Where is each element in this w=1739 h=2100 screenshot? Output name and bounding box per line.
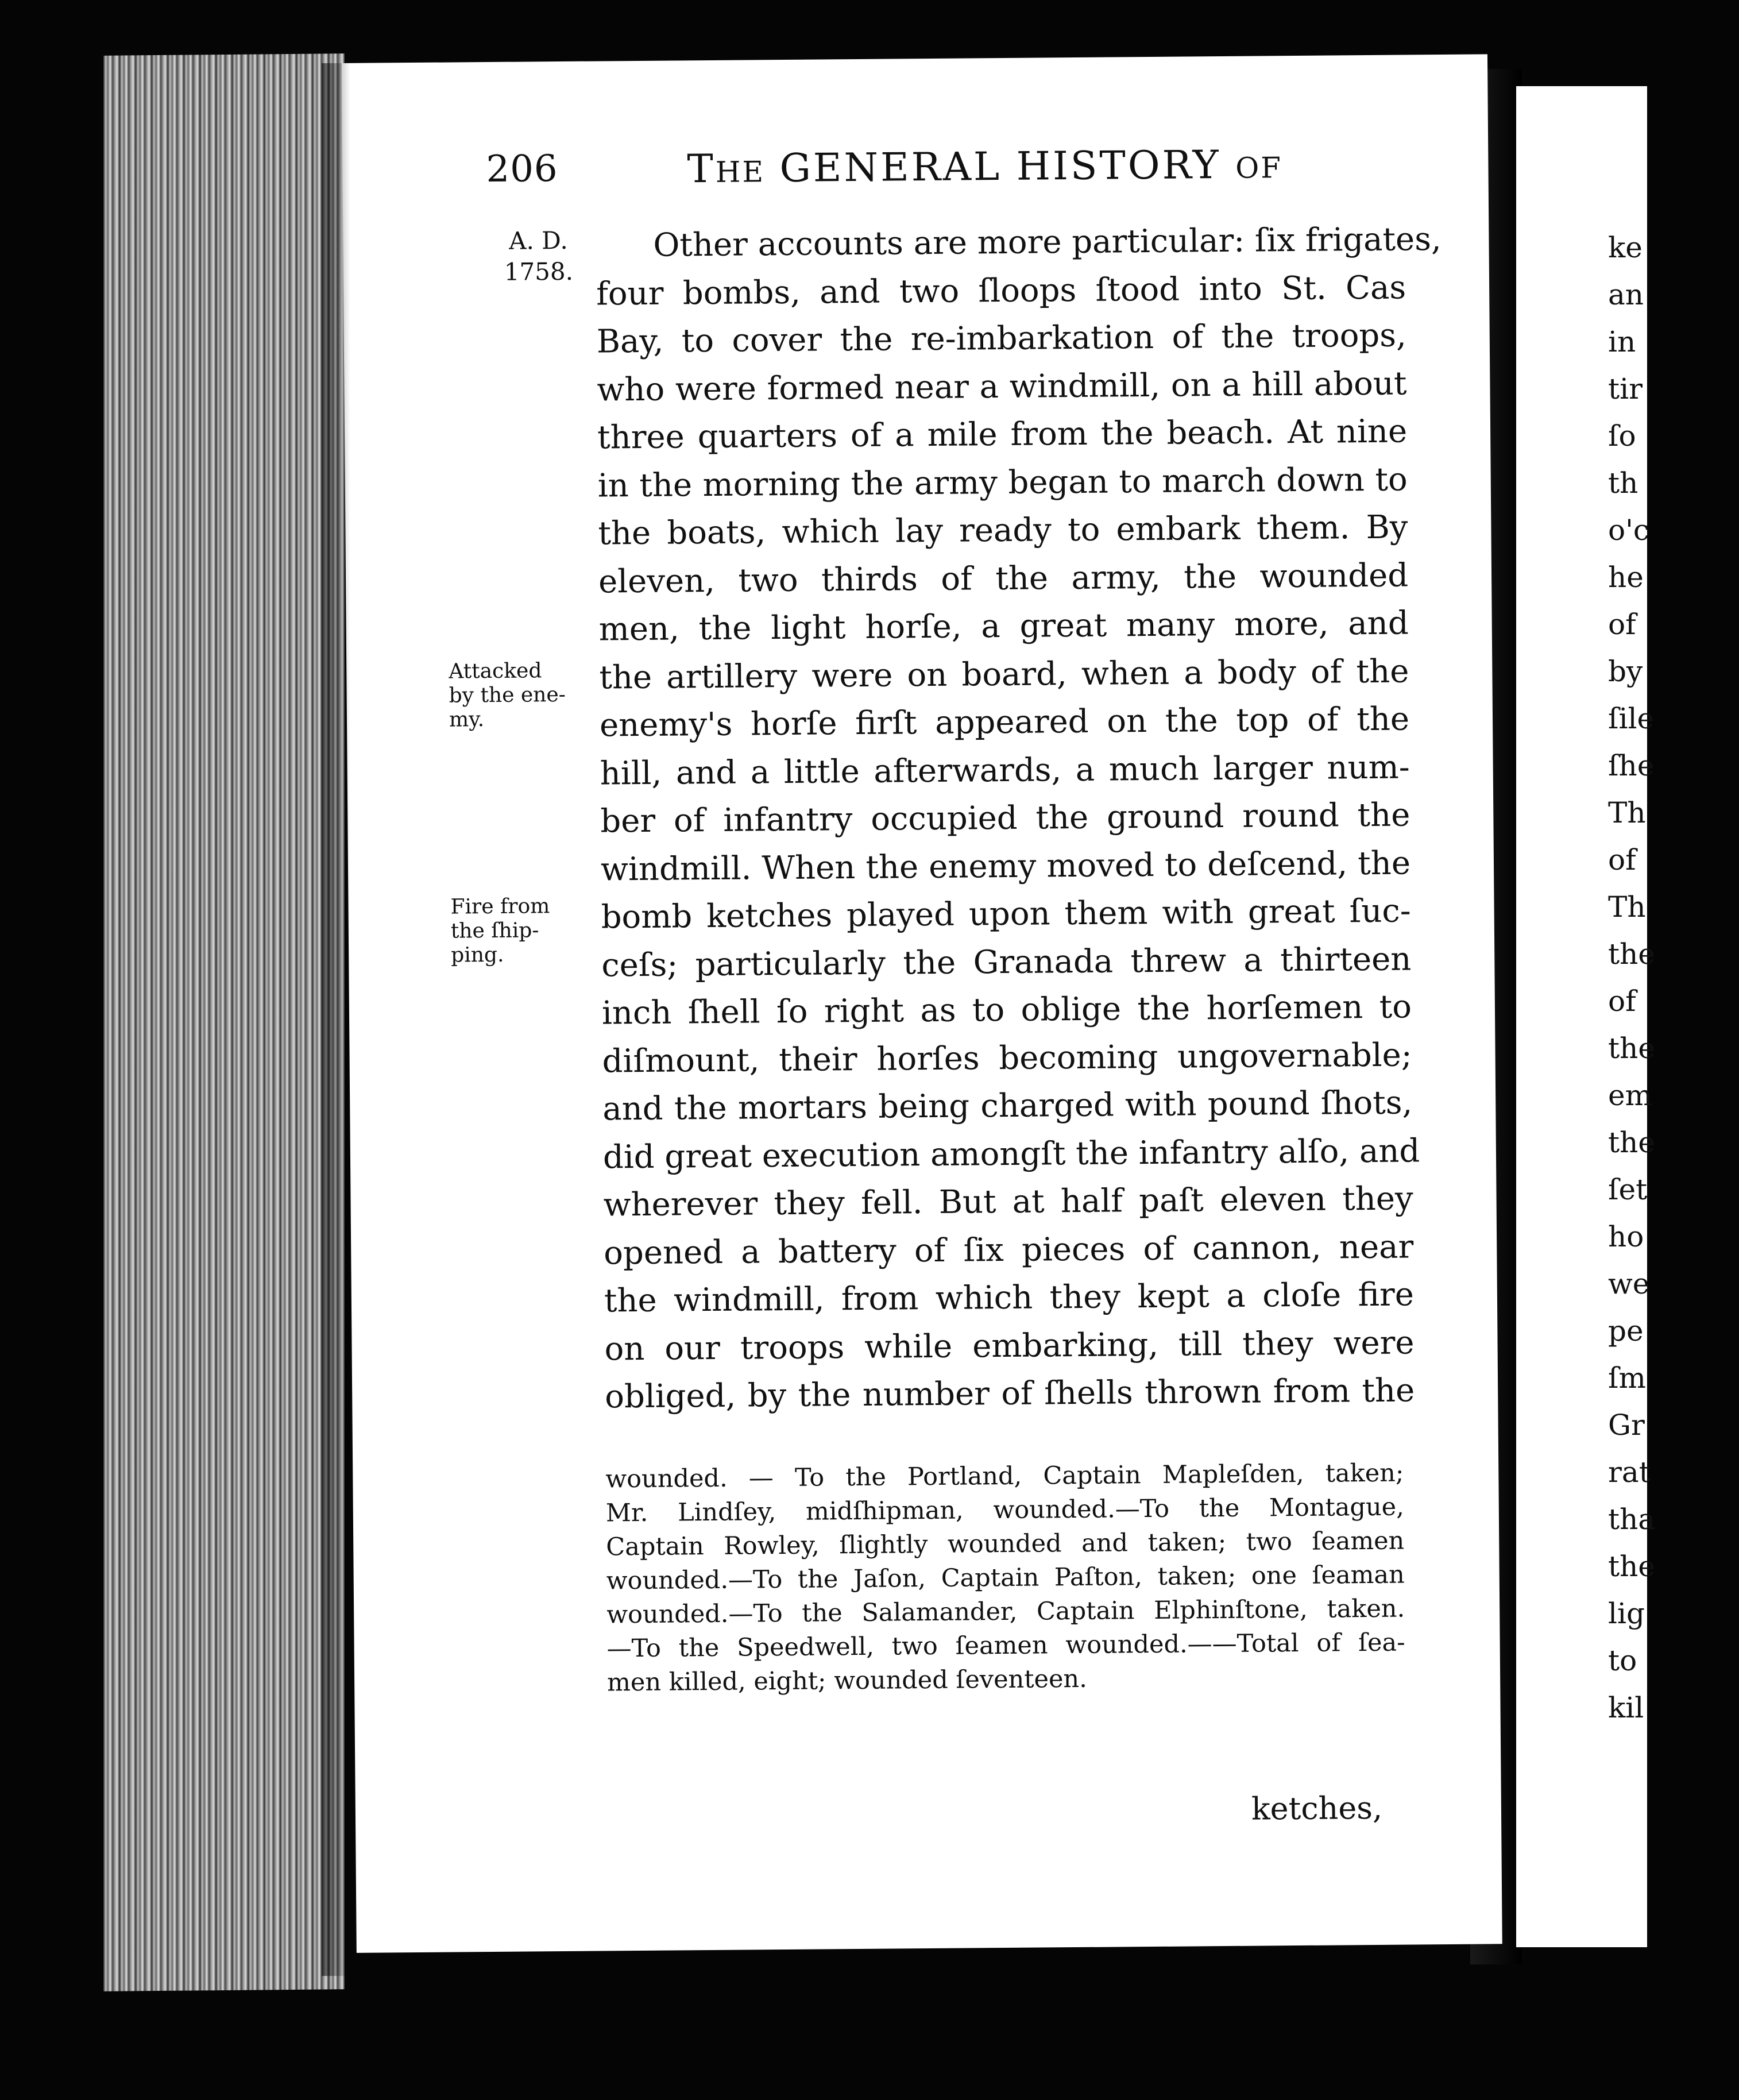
facing-page-fragment: rat: [1608, 1456, 1651, 1489]
facing-page-fragment: to: [1608, 1644, 1637, 1677]
facing-page-fragment: the: [1608, 1032, 1655, 1065]
body-line: and the mortars being charged with pound ſhots,: [602, 1084, 1413, 1128]
body-line: the windmill, from which they kept a cloſe fire: [604, 1276, 1415, 1320]
facing-page-fragment: the: [1608, 1126, 1655, 1159]
footnote-line: wounded.—To the Jaſon, Captain Paſton, taken; one ſeaman: [606, 1560, 1405, 1596]
footnote-line: Captain Rowley, ſlightly wounded and taken; two ſeamen: [606, 1526, 1405, 1562]
page-number: 206: [486, 148, 558, 191]
facing-page-fragment: ſet: [1608, 1173, 1648, 1206]
footnote-line: —To the Speedwell, two ſeamen wounded.——Total of ſea-: [606, 1628, 1405, 1663]
margin-note-line: ping.: [451, 943, 504, 967]
footnote-line: men killed, eight; wounded ſeventeen.: [606, 1664, 1087, 1697]
body-line: wherever they fell. But at half paſt eleven they: [603, 1180, 1413, 1224]
facing-page-fragment: ſm: [1608, 1361, 1646, 1395]
page-shadow: [322, 63, 350, 1976]
body-line: the artillery were on board, when a body of the: [599, 652, 1409, 697]
body-line: bomb ketches played upon them with great ſuc-: [601, 892, 1411, 936]
body-line: windmill. When the enemy moved to deſcend, the: [600, 844, 1411, 888]
facing-page-fragment: lig: [1608, 1597, 1645, 1630]
margin-note-line: the ſhip-: [450, 918, 539, 943]
body-line: the boats, which lay ready to embark them. By: [598, 508, 1408, 553]
facing-page-fragment: he: [1608, 561, 1644, 594]
facing-page-text: [1516, 224, 1739, 1731]
year-value: 1758.: [504, 257, 574, 286]
facing-page-fragment: ho: [1608, 1220, 1644, 1253]
body-line: ceſs; particularly the Granada threw a thirteen: [601, 940, 1412, 984]
running-head-he: HE: [715, 155, 766, 189]
facing-page-fragment: of: [1608, 608, 1636, 641]
body-line: inch ſhell ſo right as to oblige the horſemen to: [601, 988, 1412, 1032]
running-head: [687, 142, 1282, 192]
body-line: did great execution amongſt the infantry alſo, and: [602, 1132, 1420, 1176]
facing-page-fragment: the: [1608, 937, 1655, 971]
body-line: who were formed near a windmill, on a hill about: [597, 364, 1407, 409]
facing-page-fragment: the: [1608, 1550, 1655, 1583]
body-line: Bay, to cover the re-imbarkation of the troops,: [596, 316, 1407, 361]
facing-page-fragment: ſile: [1608, 702, 1655, 735]
facing-page-fragment: in: [1608, 325, 1636, 358]
body-line: men, the light horſe, a great many more, and: [598, 604, 1409, 648]
page-header: [486, 141, 1434, 217]
facing-page-fragment: ke: [1608, 231, 1643, 264]
facing-page-fragment: Th: [1608, 796, 1646, 829]
body-line: on our troops while embarking, till they were: [604, 1323, 1415, 1368]
margin-note-line: by the ene-: [449, 682, 566, 708]
left-page: [342, 54, 1502, 1953]
facing-page-fragment: ſhe: [1608, 749, 1655, 782]
body-line: eleven, two thirds of the army, the wounded: [598, 556, 1409, 601]
facing-page-fragment: an: [1608, 278, 1644, 311]
facing-page-fragment: of: [1608, 985, 1636, 1018]
body-line: in the morning the army began to march down to: [597, 460, 1408, 505]
margin-note-line: Attacked: [449, 659, 542, 684]
body-line: three quarters of a mile from the beach. At nine: [597, 412, 1408, 457]
margin-note-attacked: [449, 659, 578, 732]
facing-page-fragment: em: [1608, 1079, 1653, 1112]
facing-page-fragment: o'c: [1608, 514, 1649, 547]
footnote-line: Mr. Lindſey, midſhipman, wounded.—To the Montague,: [605, 1492, 1404, 1528]
facing-page-fragment: ſo: [1608, 419, 1636, 453]
body-line: enemy's horſe firſt appeared on the top of the: [599, 700, 1410, 744]
footnote-line: wounded. — To the Portland, Captain Mapleſden, taken;: [605, 1458, 1404, 1494]
facing-page-fragment: th: [1608, 466, 1638, 500]
running-head-of: OF: [1235, 151, 1283, 185]
body-line: opened a battery of ſix pieces of cannon, near: [604, 1227, 1414, 1272]
body-line: hill, and a little afterwards, a much larger num-: [600, 748, 1410, 793]
facing-page-fragment: tir: [1608, 372, 1643, 406]
body-text: [596, 215, 1442, 1421]
facing-page-fragment: Th: [1608, 890, 1646, 924]
facing-page-fragment: we: [1608, 1267, 1650, 1300]
body-line: ber of infantry occupied the ground round the: [600, 796, 1410, 840]
margin-year: [492, 225, 585, 288]
running-head-initial: T: [687, 146, 716, 192]
margin-note-line: my.: [449, 708, 485, 732]
facing-page-fragment: pe: [1608, 1314, 1644, 1348]
facing-page: [1516, 86, 1656, 1947]
body-line: Other accounts are more particular: ſix frigates,: [653, 220, 1442, 264]
facing-page-fragment: by: [1608, 655, 1643, 688]
facing-page-fragment: of: [1608, 843, 1636, 877]
running-head-title: GENERAL HISTORY: [779, 142, 1221, 192]
body-line: obliged, by the number of ſhells thrown from the: [604, 1372, 1415, 1416]
body-line: diſmount, their horſes becoming ungovernable;: [602, 1036, 1412, 1080]
facing-page-fragment: kil: [1608, 1691, 1644, 1724]
margin-note-fire: [450, 894, 580, 968]
margin-note-line: Fire from: [450, 894, 550, 919]
facing-page-fragment: tha: [1608, 1503, 1656, 1536]
page-block-edges: [103, 53, 345, 1991]
footnote: [605, 1457, 1405, 1700]
year-label: A. D.: [508, 226, 568, 255]
body-line: four bombs, and two ſloops ſtood into St. Cas: [596, 268, 1406, 313]
catchword: ketches,: [1251, 1789, 1383, 1827]
footnote-line: wounded.—To the Salamander, Captain Elphinſtone, taken.: [606, 1594, 1405, 1630]
facing-page-fragment: Gr: [1608, 1408, 1645, 1442]
